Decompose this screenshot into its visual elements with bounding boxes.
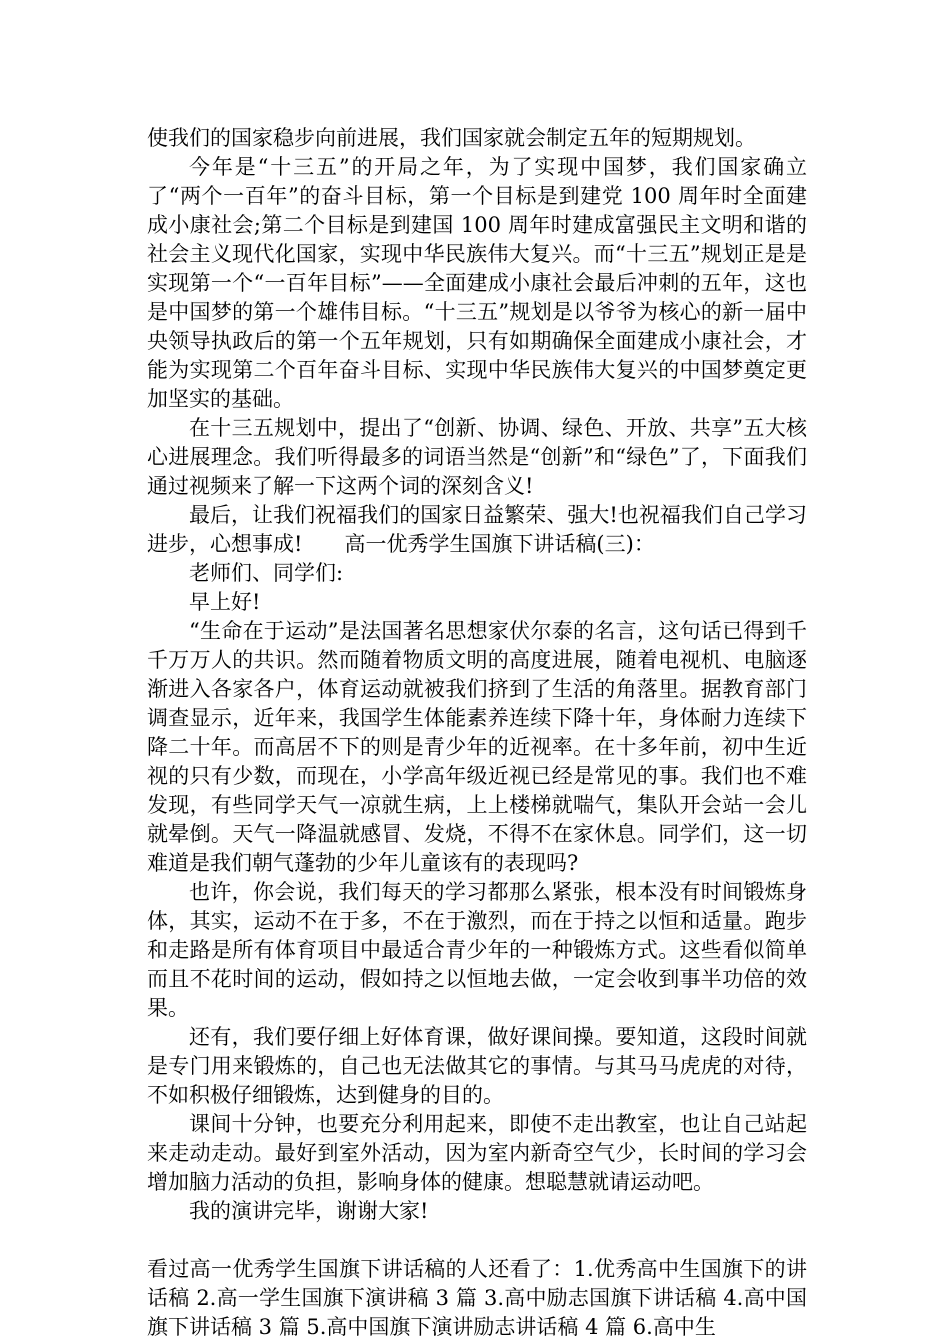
salutation: 老师们、同学们: (189, 561, 344, 585)
paragraph-8: 也许，你会说，我们每天的学习都那么紧张，根本没有时间锻炼身体，其实，运动不在于多，不在于激烈，而在于持之以恒和适量。跑步和走路是所有体育项目中最适合青少年的一种锻炼方式。这些看似简单而且不花时间的运动，假如持之以恒地去做，一定会收到事半功倍的效果。 (147, 880, 807, 1020)
paragraph-10: 课间十分钟，也要充分利用起来，即使不走出教室，也让自己站起来走动走动。最好到室外活动，因为室内新奇空气少，长时间的学习会增加脑力活动的负担，影响身体的健康。想聪慧就请运动吧。 (147, 1112, 807, 1194)
greeting: 早上好! (189, 590, 261, 614)
document-body (147, 124, 807, 1342)
related-articles: 看过高一优秀学生国旗下讲话稿的人还看了：1.优秀高中生国旗下的讲话稿 2.高一学生国旗下演讲稿 3 篇 3.高中励志国旗下讲话稿 4.高中国旗下讲话稿 3 篇 5.高中国旗下演讲励志讲话稿 4 篇 6.高中生 (147, 1257, 807, 1339)
closing-line: 我的演讲完毕，谢谢大家! (189, 1199, 429, 1223)
paragraph-1: 使我们的国家稳步向前进展，我们国家就会制定五年的短期规划。 (147, 126, 756, 150)
spacer (147, 1226, 807, 1255)
paragraph-9: 还有，我们要仔细上好体育课，做好课间操。要知道，这段时间就是专门用来锻炼的，自己也无法做其它的事情。与其马马虎虎的对待，不如积极仔细锻炼，达到健身的目的。 (147, 1025, 807, 1107)
paragraph-7: “生命在于运动”是法国著名思想家伏尔泰的名言，这句话已得到千千万万人的共识。然而随着物质文明的高度进展，随着电视机、电脑逐渐进入各家各户，体育运动就被我们挤到了生活的角落里。据教育部门调查显示，近年来，我国学生体能素养连续下降十年，身体耐力连续下降二十年。而高居不下的则是青少年的近视率。在十多年前，初中生近视的只有少数，而现在，小学高年级近视已经是常见的事。我们也不难发现，有些同学天气一凉就生病，上上楼梯就喘气，集队开会站一会儿就晕倒。天气一降温就感冒、发烧，不得不在家休息。同学们，这一切难道是我们朝气蓬勃的少年儿童该有的表现吗? (147, 619, 807, 875)
paragraph-3: 在十三五规划中，提出了“创新、协调、绿色、开放、共享”五大核心进展理念。我们听得最多的词语当然是“创新”和“绿色”了，下面我们通过视频来了解一下这两个词的深刻含义! (147, 416, 807, 498)
paragraph-2: 今年是“十三五”的开局之年，为了实现中国梦，我们国家确立了“两个一百年”的奋斗目标，第一个目标是到建党 100 周年时全面建成小康社会;第二个目标是到建国 100 周年时建成富强民主文明和谐的社会主义现代化国家，实现中华民族伟大复兴。而“十三五”规划正是是实现第一个“一百年目标”——全面建成小康社会最后冲刺的五年，这也是中国梦的第一个雄伟目标。“十三五”规划是以爷爷为核心的新一届中央领导执政后的第一个五年规划，只有如期确保全面建成小康社会，才能为实现第二个百年奋斗目标、实现中华民族伟大复兴的中国梦奠定更加坚实的基础。 (147, 155, 807, 411)
paragraph-4: 最后，让我们祝福我们的国家日益繁荣、强大!也祝福我们自己学习进步，心想事成! 高一优秀学生国旗下讲话稿(三)： (147, 503, 807, 556)
